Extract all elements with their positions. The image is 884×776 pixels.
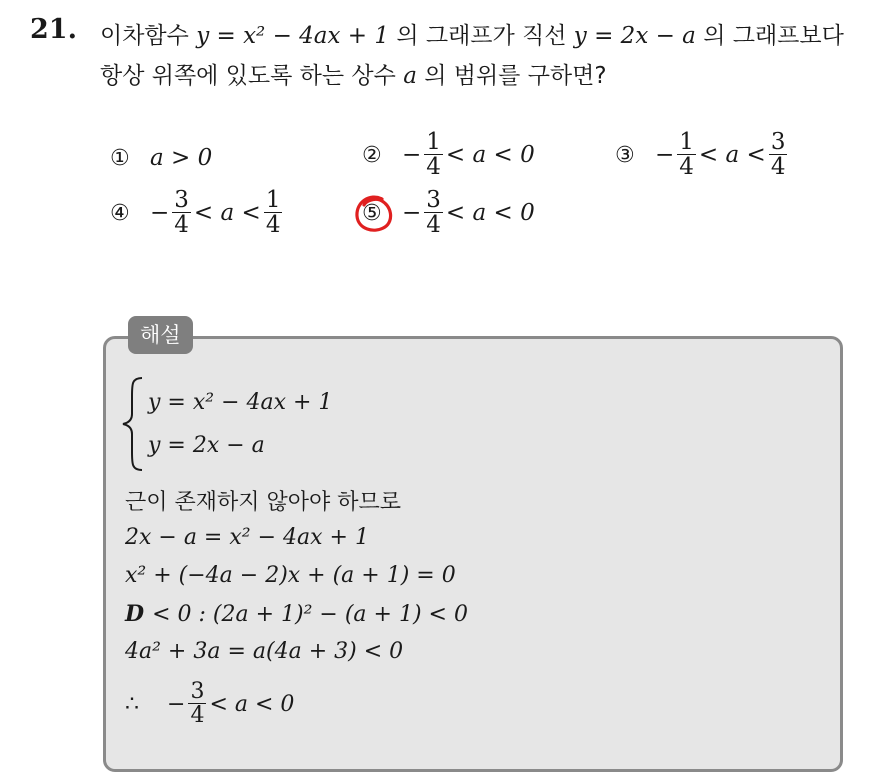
choice-4-fraction-2 (264, 188, 283, 238)
discriminant-label: D (125, 601, 145, 627)
question-text-2-end: 의 범위를 구하면? (424, 63, 607, 89)
choice-5-number: ⑤ (362, 200, 382, 226)
choice-2-number: ② (362, 142, 382, 168)
choice-4[interactable] (110, 188, 285, 238)
question-line-1 (100, 17, 844, 50)
conclusion-fraction (188, 680, 206, 728)
choice-4-mid: < a < (193, 200, 261, 227)
choice-2-numerator: 1 (426, 129, 441, 155)
choice-4-numerator-1: 3 (174, 187, 189, 213)
question-number: 21. (30, 14, 77, 45)
conclusion-numerator: 3 (190, 679, 205, 704)
choice-3-denominator-2: 4 (770, 154, 786, 181)
conclusion-rest: < a < 0 (209, 691, 295, 717)
choice-3-minus: − (655, 142, 675, 169)
question-variable: a (403, 63, 417, 89)
system-brace-icon (120, 376, 146, 472)
solution-equation-1: 2x − a = x² − 4ax + 1 (125, 525, 369, 550)
choice-2-fraction (424, 130, 443, 180)
function-1: y = x² − 4ax + 1 (196, 23, 390, 49)
choice-4-numerator-2: 1 (265, 187, 281, 213)
choice-3-numerator-1: 1 (679, 129, 694, 155)
solution-equation-3 (125, 601, 468, 627)
choice-3-numerator-2: 3 (770, 129, 786, 155)
choice-3-denominator-1: 4 (679, 154, 694, 181)
question-text-start: 이차함수 (100, 23, 189, 49)
choice-2-minus: − (402, 142, 422, 169)
choice-3-fraction-1 (677, 130, 696, 180)
choice-4-minus: − (150, 200, 170, 227)
system-equation-1: y = x² − 4ax + 1 (148, 390, 333, 415)
choice-4-fraction-1 (172, 188, 191, 238)
conclusion-denominator: 4 (190, 703, 205, 729)
choice-4-denominator-2: 4 (265, 212, 281, 239)
solution-text: 근이 존재하지 않아야 하므로 (125, 490, 402, 515)
therefore-symbol: ∴ (125, 691, 139, 717)
choice-1-number: ① (110, 145, 130, 171)
choice-2[interactable] (362, 130, 535, 180)
discriminant-inequality: < 0 : (2a + 1)² − (a + 1) < 0 (152, 601, 468, 627)
solution-equation-2: x² + (−4a − 2)x + (a + 1) = 0 (125, 563, 456, 588)
question-text-2-start: 항상 위쪽에 있도록 하는 상수 (100, 63, 396, 89)
choice-5-minus: − (402, 200, 422, 227)
choice-5-rest: < a < 0 (445, 200, 535, 227)
solution-equation-4: 4a² + 3a = a(4a + 3) < 0 (125, 639, 404, 664)
choice-5-numerator: 3 (426, 187, 441, 213)
question-text-end: 의 그래프보다 (703, 23, 844, 49)
solution-conclusion (125, 680, 294, 728)
choice-5-denominator: 4 (426, 212, 441, 239)
choice-5-fraction (424, 188, 443, 238)
choice-2-rest: < a < 0 (445, 142, 535, 169)
solution-tab: 해설 (128, 316, 193, 354)
choice-1[interactable] (110, 145, 212, 171)
conclusion-minus: − (167, 691, 186, 717)
choice-3-number: ③ (615, 142, 635, 168)
function-2: y = 2x − a (573, 23, 696, 49)
question-text-mid: 의 그래프가 직선 (396, 23, 567, 49)
choice-3[interactable] (615, 130, 790, 180)
choice-4-number: ④ (110, 200, 130, 226)
choice-1-text: a > 0 (150, 145, 213, 171)
choice-4-denominator-1: 4 (174, 212, 189, 239)
choice-3-fraction-2 (769, 130, 788, 180)
system-equation-2: y = 2x − a (148, 433, 265, 458)
choice-3-mid: < a < (698, 142, 766, 169)
answer-mark-circle (352, 192, 396, 236)
question-line-2 (100, 57, 607, 90)
choice-2-denominator: 4 (426, 154, 441, 181)
